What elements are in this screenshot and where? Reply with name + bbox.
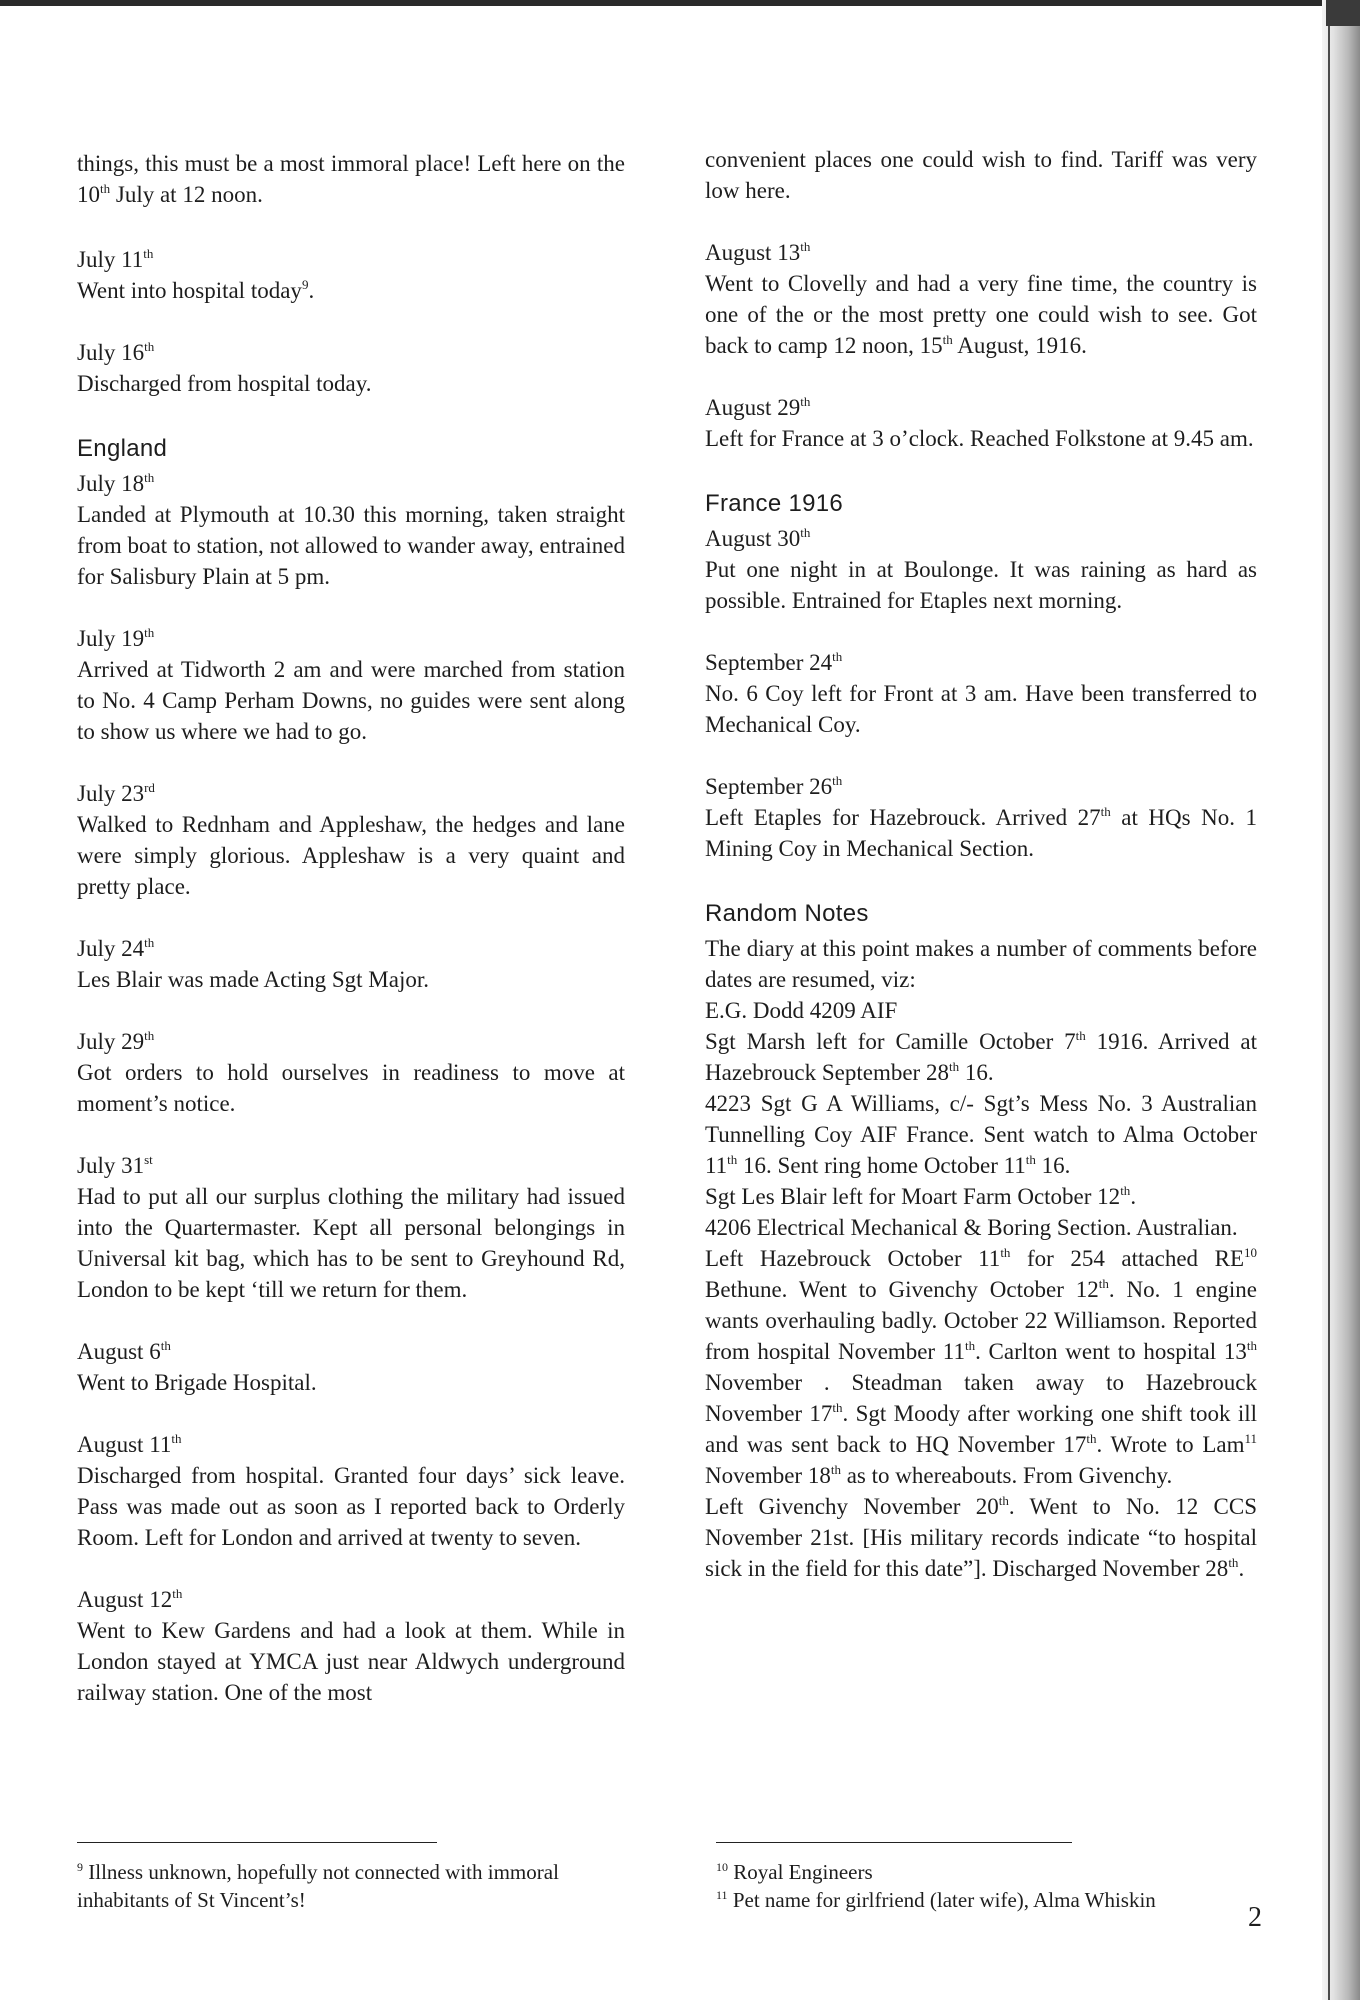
intro-text-end: July at 12 noon. [110,182,263,207]
diary-entry [77,1026,625,1119]
footnote-11: $^{11}$ Pet name for girlfriend (later wife), Alma Whiskin [716,1888,1156,1912]
left-intro [77,148,625,210]
diary-entry [705,647,1257,740]
diary-entry [77,1150,625,1305]
note-line: Sgt Les Blair left for Moart Farm October 12th. [705,1183,1137,1209]
entry-text: No. 6 Coy left for Front at 3 am. Have been transferred to Mechanical Coy. [705,681,1257,737]
random-notes [705,933,1257,1584]
diary-entry [705,237,1257,361]
entry-date: July 23rd [77,780,155,806]
diary-entry [705,771,1257,864]
diary-entry [77,1429,625,1553]
entry-text: Les Blair was made Acting Sgt Major. [77,967,429,992]
note-line: 4223 Sgt G A Williams, c/- Sgt’s Mess No. 3 Australian Tunnelling Coy AIF France. Sent watch to Alma October 11th 16. Sent ring home October 11th 16. [705,1091,1257,1178]
entry-text: Went into hospital today$^9$. [77,277,315,303]
entry-date: August 13th [705,239,811,265]
entry-text: Landed at Plymouth at 10.30 this morning, taken straight from boat to station, not allowed to wander away, entrained for Salisbury Plain at 5 pm. [77,502,625,589]
diary-entry [705,523,1257,616]
diary-entry [77,244,625,306]
entry-date: September 24th [705,649,843,675]
intro-text: things, this must be a most immoral place! Left here on the 10 [77,151,625,207]
entry-text: Went to Clovelly and had a very fine time, the country is one of the or the most pretty one could wish to see. Got back to camp 12 noon, 15th August, 1916. [705,271,1257,358]
footnote-rule-right [716,1842,1072,1843]
entry-text: Arrived at Tidworth 2 am and were marched from station to No. 4 Camp Perham Downs, no guides were sent along to show us where we had to go. [77,657,625,744]
entry-date: July 16th [77,339,155,365]
entry-date: August 29th [705,394,811,420]
footnote-ref-11: 11 [1244,1431,1257,1446]
entry-text: Got orders to hold ourselves in readiness to move at moment’s notice. [77,1060,625,1116]
diary-entry [77,623,625,747]
section-heading-random-notes: Random Notes [705,900,869,927]
ordinal-sup: th [100,181,111,196]
entry-date: August 30th [705,525,811,551]
diary-entry [705,392,1257,454]
diary-entry [77,933,625,995]
diary-entry [77,337,625,399]
right-scan-line [1328,0,1330,2000]
entry-text: Put one night in at Boulonge. It was raining as hard as possible. Entrained for Etaples next morning. [705,557,1257,613]
entry-text: Went to Kew Gardens and had a look at them. While in London stayed at YMCA just near Aldwych underground railway station. One of the most [77,1618,625,1705]
entry-date: August 11th [77,1431,182,1457]
footnote-10: $^{10}$ Royal Engineers [716,1860,873,1884]
right-column [705,144,1257,1584]
footnote-ref-9: 9 [301,277,309,292]
page-number: 2 [1248,1902,1262,1933]
footnote-rule-left [77,1842,437,1843]
entry-text: Had to put all our surplus clothing the military had issued into the Quartermaster. Kept all personal belongings in Universal kit bag, which has to be sent to Greyhound Rd, London to be kept ‘till we return for them. [77,1184,625,1302]
entry-text: Left Etaples for Hazebrouck. Arrived 27th at HQs No. 1 Mining Coy in Mechanical Section. [705,804,1257,861]
entry-date: July 11th [77,246,154,272]
top-scan-border [0,0,1360,6]
note-line: Left Givenchy November 20th. Went to No. 12 CCS November 21st. [His military records indicate “to hospital sick in the field for this date”]. Discharged November 28th. [705,1493,1257,1581]
entry-date: July 31st [77,1152,153,1178]
diary-entry [77,1336,625,1398]
note-line: 4206 Electrical Mechanical & Boring Section. Australian. [705,1215,1238,1240]
entry-date: August 12th [77,1586,183,1612]
note-line: E.G. Dodd 4209 AIF [705,998,898,1023]
entry-date: September 26th [705,773,843,799]
corner-mark [1326,0,1360,26]
section-heading-france-1916: France 1916 [705,490,844,517]
diary-entry [77,468,625,592]
note-line: Left Hazebrouck October 11th for 254 attached RE$^{10}$ Bethune. Went to Givenchy October 12th. No. 1 engine wants overhauling badly. October 22 Williamson. Reported from hospital November 11th. Carlton went to hospital 13th November . Steadman taken away to Hazebrouck November 17th. Sgt Moody after working one shift took ill and was sent back to HQ November 17th. Wrote to Lam$^{11}$ November 18th as to whereabouts. From Givenchy. [705,1245,1258,1488]
footnote-9: $^9$ Illness unknown, hopefully not connected with immoral inhabitants of St Vincent’s! [77,1860,559,1912]
entry-text: Discharged from hospital. Granted four days’ sick leave. Pass was made out as soon as I reported back to Orderly Room. Left for London and arrived at twenty to seven. [77,1463,625,1550]
right-intro: convenient places one could wish to find. Tariff was very low here. [705,147,1257,203]
entry-date: July 29th [77,1028,155,1054]
entry-date: July 24th [77,935,155,961]
entry-text: Discharged from hospital today. [77,371,372,396]
diary-entry [77,778,625,902]
entry-text: Went to Brigade Hospital. [77,1370,317,1395]
note-line: Sgt Marsh left for Camille October 7th 1916. Arrived at Hazebrouck September 28th 16. [705,1028,1258,1085]
entry-date: July 19th [77,625,155,651]
note-line: The diary at this point makes a number of comments before dates are resumed, viz: [705,936,1257,992]
entry-text: Walked to Rednham and Appleshaw, the hedges and lane were simply glorious. Appleshaw is a very quaint and pretty place. [77,812,625,899]
entry-date: July 18th [77,470,155,496]
entry-date: August 6th [77,1338,171,1364]
diary-entry [77,1584,625,1708]
section-heading-england: England [77,435,168,462]
entry-text: Left for France at 3 o’clock. Reached Folkstone at 9.45 am. [705,426,1254,451]
footnote-ref-10: 10 [1244,1245,1257,1260]
left-column [77,148,625,1739]
